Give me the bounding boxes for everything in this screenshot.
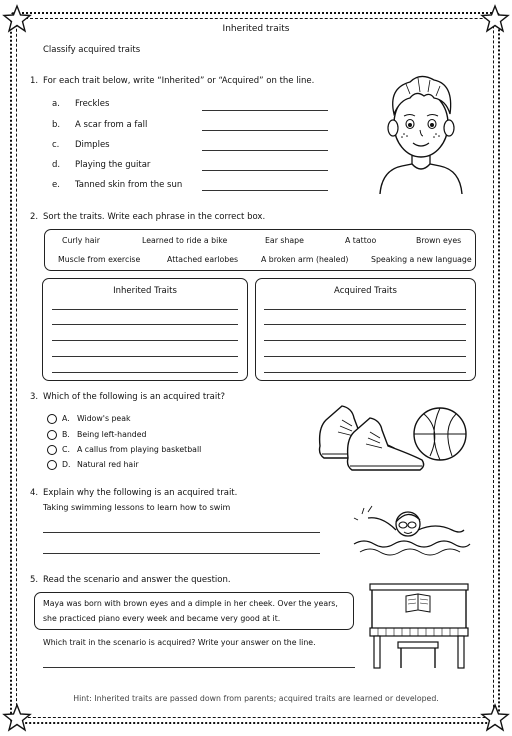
q3-option-letter: C. xyxy=(62,445,70,454)
q3-option-text: Widow's peak xyxy=(77,414,131,423)
q4-answer-line[interactable] xyxy=(43,553,320,554)
inherited-answer-line[interactable] xyxy=(52,324,238,325)
acquired-answer-line[interactable] xyxy=(264,356,466,357)
inherited-answer-line[interactable] xyxy=(52,309,238,310)
inherited-answer-line[interactable] xyxy=(52,340,238,341)
q3-number: 3. xyxy=(30,392,39,402)
q1-item-text: Playing the guitar xyxy=(75,160,151,170)
q3-option-text: Being left-handed xyxy=(77,430,147,439)
q5-prompt: Read the scenario and answer the question. xyxy=(43,575,231,585)
acquired-answer-line[interactable] xyxy=(264,372,466,373)
q1-item-text: A scar from a fall xyxy=(75,120,148,130)
scenario-box xyxy=(34,592,354,630)
word-bank-item: Speaking a new language xyxy=(371,255,472,264)
inherited-traits-heading: Inherited Traits xyxy=(113,286,177,296)
corner-star-icon xyxy=(480,703,510,733)
q3-option-radio[interactable] xyxy=(47,414,57,424)
swimmer-illustration xyxy=(352,500,472,560)
scenario-line: she practiced piano every week and became very good at it. xyxy=(43,614,281,623)
q1-item-letter: b. xyxy=(52,120,61,130)
word-bank-item: Curly hair xyxy=(62,236,100,245)
q3-option-text: Natural red hair xyxy=(77,460,139,469)
acquired-answer-line[interactable] xyxy=(264,340,466,341)
q1-answer-line[interactable] xyxy=(202,130,328,131)
q3-option-letter: B. xyxy=(62,430,70,439)
word-bank-item: Learned to ride a bike xyxy=(142,236,228,245)
q1-item-letter: e. xyxy=(52,180,60,190)
q2-number: 2. xyxy=(30,212,39,222)
word-bank-item: Attached earlobes xyxy=(167,255,239,264)
q3-option-radio[interactable] xyxy=(47,445,57,455)
word-bank-item: Brown eyes xyxy=(416,236,462,245)
acquired-traits-heading: Acquired Traits xyxy=(334,286,397,296)
q4-prompt: Explain why the following is an acquired trait. xyxy=(43,488,238,498)
page-title: Inherited traits xyxy=(222,24,290,34)
q1-item-text: Dimples xyxy=(75,140,110,150)
inherited-answer-line[interactable] xyxy=(52,372,238,373)
q3-option-text: A callus from playing basketball xyxy=(77,445,202,454)
q3-option-radio[interactable] xyxy=(47,430,57,440)
q1-answer-line[interactable] xyxy=(202,190,328,191)
q5-number: 5. xyxy=(30,575,39,585)
q4-answer-line[interactable] xyxy=(43,532,320,533)
page-subtitle: Classify acquired traits xyxy=(43,45,141,55)
scenario-line: Maya was born with brown eyes and a dimple in her cheek. Over the years, xyxy=(43,599,338,608)
q1-prompt: For each trait below, write “Inherited” or “Acquired” on the line. xyxy=(43,76,315,86)
boy-portrait-illustration xyxy=(372,70,470,196)
q1-item-letter: a. xyxy=(52,99,60,109)
q4-statement: Taking swimming lessons to learn how to swim xyxy=(43,503,231,512)
q5-answer-line[interactable] xyxy=(43,667,355,668)
q3-option-radio[interactable] xyxy=(47,460,57,470)
word-bank-item: A tattoo xyxy=(345,236,377,245)
q2-prompt: Sort the traits. Write each phrase in the correct box. xyxy=(43,212,266,222)
q1-answer-line[interactable] xyxy=(202,150,328,151)
inherited-answer-line[interactable] xyxy=(52,356,238,357)
q1-item-text: Tanned skin from the sun xyxy=(75,180,183,190)
q4-number: 4. xyxy=(30,488,39,498)
q1-item-text: Freckles xyxy=(75,99,110,109)
hint-text: Hint: Inherited traits are passed down from parents; acquired traits are learned or developed. xyxy=(73,694,439,703)
q1-answer-line[interactable] xyxy=(202,170,328,171)
q3-prompt: Which of the following is an acquired trait? xyxy=(43,392,226,402)
word-bank-item: A broken arm (healed) xyxy=(261,255,349,264)
q1-item-letter: c. xyxy=(52,140,60,150)
q3-option-letter: D. xyxy=(62,460,71,469)
corner-star-icon xyxy=(2,703,32,733)
piano-illustration xyxy=(368,582,472,670)
word-bank-item: Ear shape xyxy=(265,236,304,245)
word-bank-item: Muscle from exercise xyxy=(58,255,141,264)
q1-item-letter: d. xyxy=(52,160,61,170)
q5-question: Which trait in the scenario is acquired? Write your answer on the line. xyxy=(43,638,316,647)
q3-option-letter: A. xyxy=(62,414,70,423)
acquired-answer-line[interactable] xyxy=(264,324,466,325)
q1-number: 1. xyxy=(30,76,39,86)
acquired-answer-line[interactable] xyxy=(264,309,466,310)
q1-answer-line[interactable] xyxy=(202,110,328,111)
sneakers-basketball-illustration xyxy=(312,398,472,478)
word-bank-box xyxy=(44,229,476,271)
